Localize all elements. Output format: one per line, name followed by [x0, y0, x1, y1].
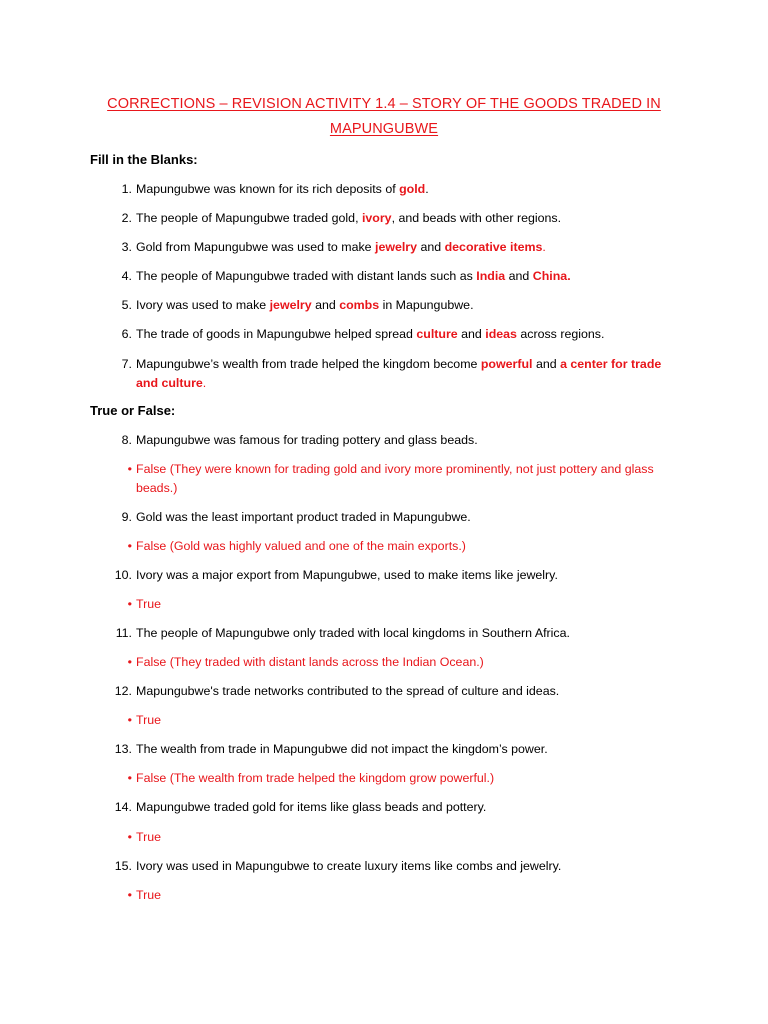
item-number: 5.: [121, 298, 132, 312]
answer-text: True: [136, 888, 162, 902]
item-number: 14.: [114, 800, 132, 814]
answer-blank: culture: [416, 327, 458, 341]
answer-text: False (Gold was highly valued and one of the main exports.): [136, 539, 466, 553]
tf-answer-11: [112, 653, 682, 672]
tf-answer-13: [112, 769, 682, 788]
answer-blank: powerful: [480, 357, 533, 371]
tf-answer-15: [112, 886, 682, 905]
tf-answer-12: [112, 711, 682, 730]
fill-item-3: [112, 238, 682, 257]
item-number: 12.: [114, 684, 132, 698]
answer-blank: decorative items: [444, 240, 543, 254]
item-text: Ivory was used to make jewelry and combs in Mapungubwe.: [136, 298, 474, 312]
answer-text: False (The wealth from trade helped the kingdom grow powerful.): [136, 771, 495, 785]
tf-answer-10: [112, 595, 682, 614]
item-number: 7.: [121, 357, 132, 371]
fill-item-1: [112, 180, 682, 199]
tf-question-15: [112, 857, 682, 876]
answer-blank: China: [532, 269, 568, 283]
tf-question-9: [112, 508, 682, 527]
question-text: Mapungubwe was famous for trading pottery and glass beads.: [136, 433, 478, 447]
tf-answer-9: [112, 537, 682, 556]
item-number: 8.: [121, 433, 132, 447]
bullet-icon: •: [127, 771, 132, 785]
item-number: 1.: [121, 182, 132, 196]
question-text: Gold was the least important product traded in Mapungubwe.: [136, 510, 471, 524]
answer-text: False (They were known for trading gold and ivory more prominently, not just pottery and glass beads.): [136, 462, 654, 495]
item-text: The people of Mapungubwe traded with distant lands such as India and China.: [136, 269, 571, 283]
fill-item-5: [112, 296, 682, 315]
answer-text: True: [136, 830, 162, 844]
bullet-icon: •: [127, 830, 132, 844]
fill-in-blanks-heading: Fill in the Blanks:: [90, 152, 198, 167]
item-number: 4.: [121, 269, 132, 283]
answer-blank: jewelry: [375, 240, 418, 254]
question-text: Mapungubwe's trade networks contributed to the spread of culture and ideas.: [136, 684, 560, 698]
fill-item-6: [112, 325, 682, 344]
tf-answer-14: [112, 828, 682, 847]
tf-answer-8: [112, 460, 682, 497]
item-number: 15.: [114, 859, 132, 873]
title-line-2: MAPUNGUBWE: [329, 121, 439, 137]
answer-blank: combs: [339, 298, 380, 312]
bullet-icon: •: [127, 713, 132, 727]
tf-question-13: [112, 740, 682, 759]
item-number: 6.: [121, 327, 132, 341]
tf-question-14: [112, 798, 682, 817]
tf-question-12: [112, 682, 682, 701]
item-number: 2.: [121, 211, 132, 225]
answer-blank: jewelry: [269, 298, 312, 312]
item-text: The people of Mapungubwe traded gold, ivory, and beads with other regions.: [136, 211, 562, 225]
fill-item-4: [112, 267, 682, 286]
item-number: 3.: [121, 240, 132, 254]
bullet-icon: •: [127, 655, 132, 669]
answer-blank: a center for trade and culture: [136, 357, 662, 390]
answer-text: True: [136, 597, 162, 611]
item-number: 13.: [114, 742, 132, 756]
answer-text: True: [136, 713, 162, 727]
answer-blank: ideas: [485, 327, 517, 341]
page-title: [90, 92, 678, 142]
tf-question-11: [112, 624, 682, 643]
item-text: Mapungubwe’s wealth from trade helped the kingdom become powerful and a center for trade and culture.: [136, 357, 662, 390]
item-text: The trade of goods in Mapungubwe helped spread culture and ideas across regions.: [136, 327, 605, 341]
question-text: Mapungubwe traded gold for items like glass beads and pottery.: [136, 800, 487, 814]
question-text: Ivory was used in Mapungubwe to create luxury items like combs and jewelry.: [136, 859, 562, 873]
true-false-heading: True or False:: [90, 403, 176, 418]
bullet-icon: •: [127, 462, 132, 476]
tf-question-10: [112, 566, 682, 585]
tf-question-8: [112, 431, 682, 450]
answer-blank: India: [476, 269, 506, 283]
question-text: The wealth from trade in Mapungubwe did not impact the kingdom’s power.: [136, 742, 548, 756]
item-number: 9.: [121, 510, 132, 524]
question-text: The people of Mapungubwe only traded with local kingdoms in Southern Africa.: [136, 626, 570, 640]
item-number: 10.: [114, 568, 132, 582]
fill-item-7: [112, 355, 682, 392]
fill-item-2: [112, 209, 682, 228]
answer-text: False (They traded with distant lands across the Indian Ocean.): [136, 655, 484, 669]
answer-blank: gold: [399, 182, 426, 196]
bullet-icon: •: [127, 597, 132, 611]
bullet-icon: •: [127, 539, 132, 553]
question-text: Ivory was a major export from Mapungubwe, used to make items like jewelry.: [136, 568, 558, 582]
answer-blank: ivory: [361, 211, 392, 225]
item-number: 11.: [115, 626, 132, 640]
item-text: Mapungubwe was known for its rich deposits of gold.: [136, 182, 429, 196]
item-text: Gold from Mapungubwe was used to make jewelry and decorative items.: [136, 240, 546, 254]
bullet-icon: •: [127, 888, 132, 902]
title-line-1: CORRECTIONS – REVISION ACTIVITY 1.4 – STORY OF THE GOODS TRADED IN: [107, 96, 661, 112]
